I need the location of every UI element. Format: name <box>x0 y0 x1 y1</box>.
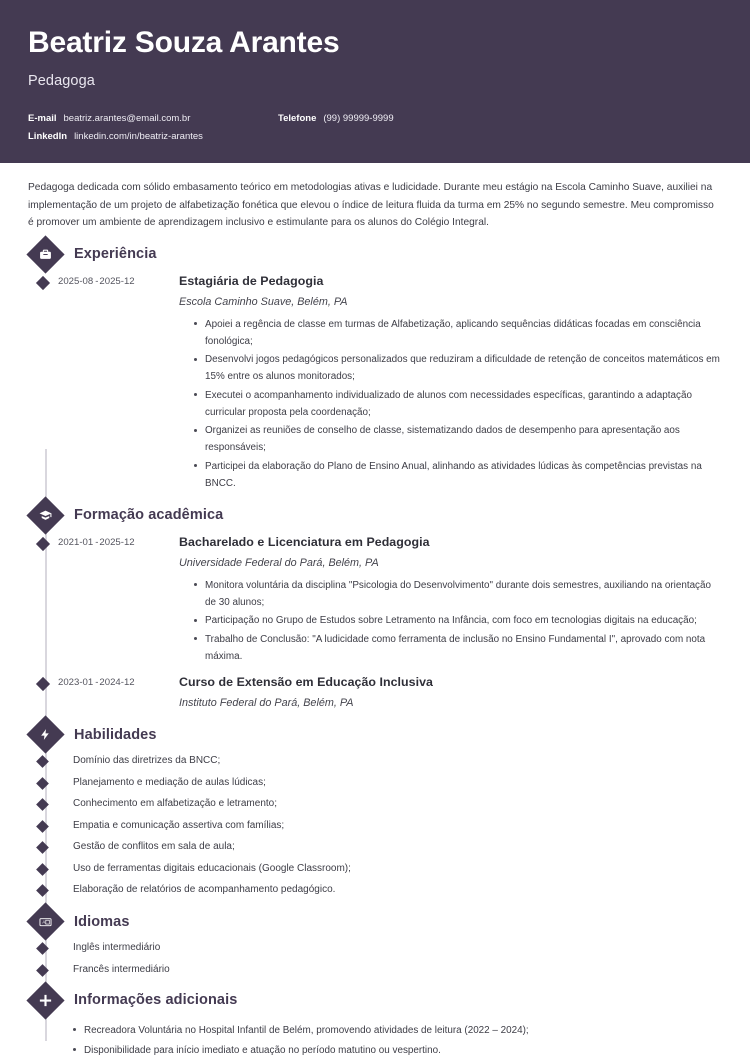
timeline-diamond-marker <box>36 276 50 290</box>
entry-date-start: 2025-08 <box>58 275 94 287</box>
entry-institution: Universidade Federal do Pará, Belém, PA <box>179 556 379 569</box>
entry-date-separator: - <box>95 275 99 287</box>
entry-date-end: 2025-12 <box>99 536 135 548</box>
list-item: Organizei as reuniões de conselho de classe, sistematizando dados de desempenho para apresentação aos responsáveis; <box>194 422 722 456</box>
list-item: Participei da elaboração do Plano de Ensino Anual, alinhando as atividades lúdicas às competências previstas na BNCC. <box>194 458 722 492</box>
entry-degree: Curso de Extensão em Educação Inclusiva <box>179 675 433 690</box>
entry-date-separator: - <box>95 536 99 548</box>
entry-organization: Escola Caminho Suave, Belém, PA <box>179 295 348 308</box>
plus-icon <box>26 981 64 1019</box>
entry-institution: Instituto Federal do Pará, Belém, PA <box>179 697 354 710</box>
briefcase-icon <box>26 235 64 273</box>
entry-date-end: 2024-12 <box>99 677 135 689</box>
section-education <box>28 502 722 709</box>
list-item: Uso de ferramentas digitais educacionais (Google Classroom); <box>28 861 722 877</box>
entry-date-range <box>58 535 176 666</box>
resume-header <box>0 0 750 163</box>
list-item: Domínio das diretrizes da BNCC; <box>28 753 722 769</box>
section-title-experience: Experiência <box>74 246 157 263</box>
list-item: Executei o acompanhamento individualizado de alunos com necessidades específicas, garantindo a adaptação curricular proposta pela coordenação; <box>194 387 722 421</box>
entry-content <box>176 675 722 709</box>
contact-label-linkedin: LinkedIn <box>28 130 68 142</box>
skills-list <box>28 753 722 898</box>
entry-date-start: 2021-01 <box>58 536 94 548</box>
list-item: Inglês intermediário <box>28 940 722 956</box>
section-header-languages <box>28 908 722 935</box>
entry-date-end: 2025-12 <box>99 275 135 287</box>
section-languages <box>28 908 722 978</box>
resume-body <box>0 179 750 1059</box>
entry-role: Estagiária de Pedagogia <box>179 273 324 288</box>
graduation-cap-icon <box>26 496 64 534</box>
timeline-diamond-marker <box>36 677 50 691</box>
entry-date-start: 2023-01 <box>58 677 94 689</box>
contact-value-phone[interactable]: (99) 99999-9999 <box>323 113 394 124</box>
list-item: Gestão de conflitos em sala de aula; <box>28 839 722 855</box>
translate-icon <box>26 903 64 941</box>
list-item: Planejamento e mediação de aulas lúdicas; <box>28 775 722 791</box>
entry-content <box>176 535 722 666</box>
list-item: Empatia e comunicação assertiva com famílias; <box>28 818 722 834</box>
list-item: Elaboração de relatórios de acompanhamento pedagógico. <box>28 882 722 898</box>
entry-date-separator: - <box>95 677 99 689</box>
contact-value-linkedin[interactable]: linkedin.com/in/beatriz-arantes <box>74 130 203 142</box>
timeline-diamond-marker <box>36 537 50 551</box>
section-additional-info <box>28 987 722 1059</box>
list-item: Disponibilidade para início imediato e atuação no período matutino ou vespertino. <box>73 1042 722 1059</box>
additional-info-list <box>28 1022 722 1059</box>
section-header-skills <box>28 721 722 748</box>
entry-date-range <box>58 274 176 493</box>
list-item: Monitora voluntária da disciplina "Psicologia do Desenvolvimento" durante dois semestres, auxiliando na orientação de 30 alunos; <box>194 577 722 611</box>
section-header-additional-info <box>28 987 722 1014</box>
section-title-education: Formação acadêmica <box>74 507 224 524</box>
experience-entry <box>28 274 722 493</box>
section-title-languages: Idiomas <box>74 913 130 930</box>
section-header-experience <box>28 241 722 268</box>
svg-text:A: A <box>42 919 46 925</box>
contact-linkedin <box>28 128 278 146</box>
contact-row <box>28 128 722 146</box>
contact-row <box>28 110 722 128</box>
page-title: Beatriz Souza Arantes <box>28 26 340 59</box>
entry-degree: Bacharelado e Licenciatura em Pedagogia <box>179 534 430 549</box>
list-item: Recreadora Voluntária no Hospital Infantil de Belém, promovendo atividades de leitura (2022 – 2024); <box>73 1022 722 1039</box>
education-entry <box>28 535 722 666</box>
contact-value-email[interactable]: beatriz.arantes@email.com.br <box>63 113 191 124</box>
section-skills <box>28 721 722 898</box>
job-title: Pedagoga <box>28 73 95 89</box>
section-title-skills: Habilidades <box>74 726 157 743</box>
contact-details <box>28 110 722 145</box>
entry-date-range <box>58 675 176 709</box>
list-item: Desenvolvi jogos pedagógicos personalizados que reduziram a dificuldade de retenção de conceitos matemáticos em 15% entre os alunos monitorados; <box>194 351 722 385</box>
list-item: Francês intermediário <box>28 962 722 978</box>
list-item: Participação no Grupo de Estudos sobre Letramento na Infância, com foco em tecnologias digitais na educação; <box>194 612 722 629</box>
list-item: Conhecimento em alfabetização e letramento; <box>28 796 722 812</box>
section-header-education <box>28 502 722 529</box>
entry-content <box>176 274 722 493</box>
contact-email <box>28 110 278 128</box>
professional-summary: Pedagoga dedicada com sólido embasamento teórico em metodologias ativas e ludicidade. Durante meu estágio na Escola Caminho Suave, auxiliei na implementação de um projeto de alfabetização fonética que elevou o índice de leitura fluida da turma em 25% no segundo semestre. Meu compromisso é promover um ambiente de aprendizagem inclusivo e estimulante para os alunos do Colégio Integral. <box>28 182 714 229</box>
lightning-bolt-icon <box>26 716 64 754</box>
list-item: Apoiei a regência de classe em turmas de Alfabetização, aplicando sequências didáticas focadas em consciência fonológica; <box>194 316 722 350</box>
contact-phone <box>278 110 394 128</box>
list-item: Trabalho de Conclusão: "A ludicidade como ferramenta de inclusão no Ensino Fundamental I", aprovado com nota máxima. <box>194 631 722 665</box>
education-entry <box>28 675 722 709</box>
entry-bullet-list <box>179 316 722 492</box>
section-title-additional-info: Informações adicionais <box>74 992 238 1009</box>
contact-label-phone: Telefone <box>278 113 317 124</box>
contact-label-email: E-mail <box>28 113 57 124</box>
languages-list <box>28 940 722 978</box>
entry-bullet-list <box>179 577 722 665</box>
section-experience <box>28 241 722 493</box>
